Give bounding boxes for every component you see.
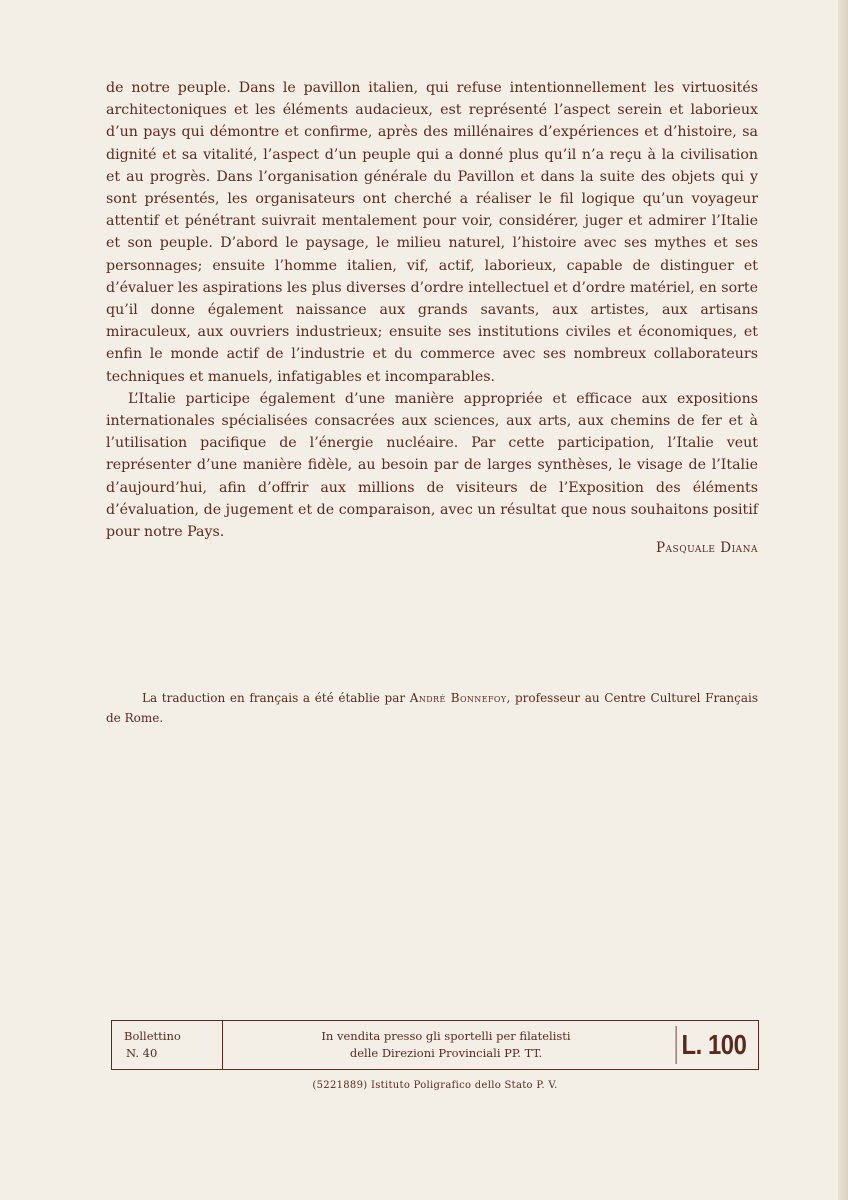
author-signature: Pasquale Diana <box>655 540 758 556</box>
translation-note <box>106 689 758 728</box>
sale-info-cell <box>223 1021 669 1069</box>
translation-note-after: , professeur au Centre Culturel Français de Rome. <box>106 691 758 725</box>
bulletin-label: Bollettino <box>124 1029 181 1043</box>
article-body <box>106 77 758 543</box>
bulletin-number: N. 40 <box>126 1046 158 1060</box>
bulletin-cell <box>112 1021 223 1069</box>
sale-line-1: In vendita presso gli sportelli per filatelisti <box>321 1029 571 1043</box>
page-edge <box>838 0 848 1200</box>
translation-note-before: La traduction en français a été établie par <box>142 691 406 705</box>
price-label: L. 100 <box>676 1026 752 1064</box>
printer-imprint: (5221889) Istituto Poligrafico dello Stato P. V. <box>312 1080 558 1091</box>
paragraph-1: de notre peuple. Dans le pavillon italien, qui refuse intentionnellement les virtuosités architectoniques et les éléments audacieux, est représenté l’aspect serein et laborieux d’un pays qui démontre et confirme, après des millénaires d’expériences et d’histoire, sa dignité et sa vitalité, l’aspect d’un peuple qui a donné plus qu’il n’a reçu à la civilisation et au progrès. Dans l’organisation générale du Pavillon et dans la suite des objets qui y sont présentés, les organisateurs ont cherché a réaliser le fil logique qu’un voyageur attentif et pénétrant suivrait mentalement pour voir, considérer, juger et admirer l’Italie et son peuple. D’abord le paysage, le milieu naturel, l’histoire avec ses mythes et ses personnages; ensuite l’homme italien, vif, actif, laborieux, capable de distinguer et d’évaluer les aspirations les plus diverses d’ordre intellectuel et d’ordre matériel, en sorte qu’il donne également naissance aux grands savants, aux artistes, aux artisans miraculeux, aux ouvriers industrieux; ensuite ses institutions civiles et économiques, et enfin le monde actif de l’industrie et du commerce avec ses nombreux collaborateurs techniques et manuels, infatigables et incomparables. <box>106 80 758 385</box>
sale-line-2: delle Direzioni Provinciali PP. TT. <box>349 1046 543 1060</box>
paragraph-2: L’Italie participe également d’une manière appropriée et efficace aux expositions internationales spécialisées consacrées aux sciences, aux arts, aux chemins de fer et à l’utilisation pacifique de l’énergie nucléaire. Par cette participation, l’Italie veut représenter d’une manière fidèle, au besoin par de larges synthèses, le visage de l’Italie d’aujourd’hui, afin d’offrir aux millions de visiteurs de l’Exposition des éléments d’évaluation, de jugement et de comparaison, avec un résultat que nous souhaitons positif pour notre Pays. <box>106 390 758 541</box>
footer-box <box>111 1020 759 1070</box>
translator-name: André Bonnefoy <box>409 691 507 705</box>
